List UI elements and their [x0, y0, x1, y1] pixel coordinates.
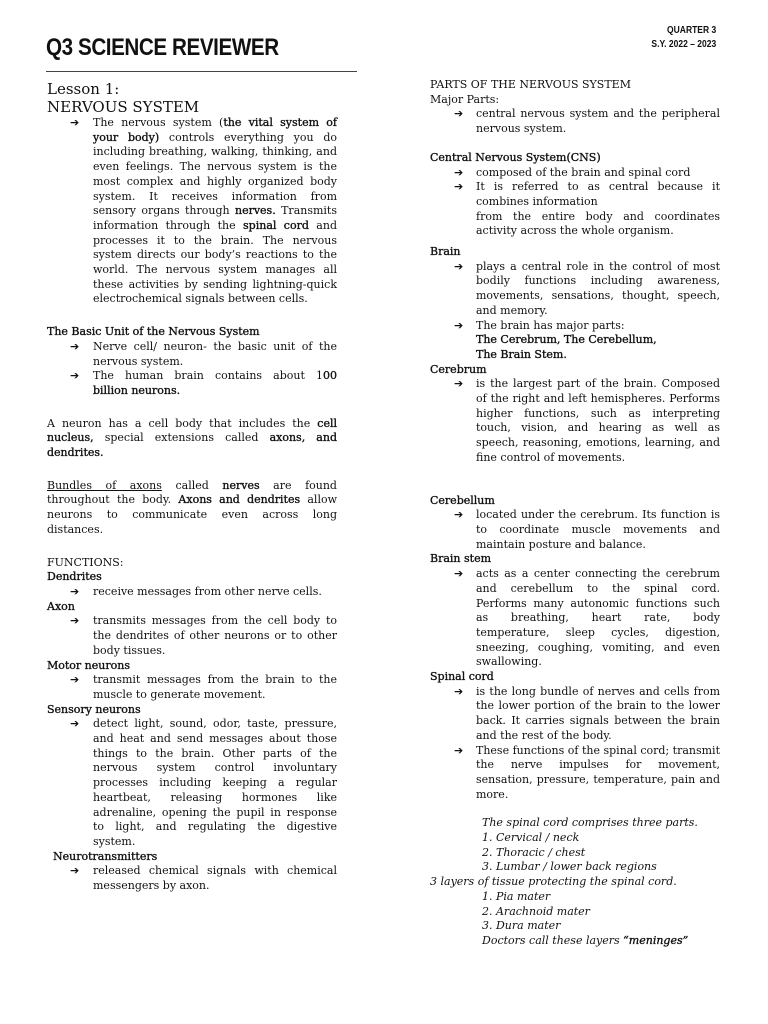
spinal-parts-intro: The spinal cord comprises three parts.: [482, 816, 698, 830]
major-parts-label: Major Parts:: [430, 92, 500, 106]
brain-parts-line-2: The Brain Stem.: [476, 347, 567, 361]
neuron-text-d: axons, and dendrites.: [47, 431, 337, 460]
dendrites-list: [47, 585, 337, 600]
page-title: Q3 SCIENCE REVIEWER: [46, 34, 279, 61]
intro-text-g: and processes it to the brain. The nervous system directs our body’s reactions to the world. The nervous system manages all these activities by sending lightning-quick electrochemical signals between cells.: [93, 218, 337, 306]
intro-text-f: spinal cord: [243, 218, 309, 232]
bundles-text-c: nerves: [222, 478, 260, 492]
intro-text-a: The nervous system (: [93, 116, 224, 129]
axon-heading: Axon: [47, 599, 75, 613]
layer-3: 3. Dura mater: [482, 919, 561, 933]
spinal-part-3: 3. Lumbar / lower back regions: [482, 860, 657, 874]
intro-item: [93, 116, 337, 307]
cerebellum-list: [430, 508, 720, 552]
bundles-text-f: allow neurons to communicate even across long distances.: [47, 493, 337, 536]
spinal-part-2: 2. Thoracic / chest: [482, 845, 586, 859]
header-meta: [651, 24, 716, 52]
layer-1: 1. Pia mater: [482, 889, 551, 903]
brain-item: ➔ The brain has major parts:: [476, 319, 720, 334]
cns-continuation: from the entire body and coordinates activity across the whole organism.: [476, 209, 720, 238]
motor-neurons-item: ➔ transmit messages from the brain to the muscle to generate movement.: [93, 673, 337, 702]
basic-unit-item: ➔ Nerve cell/ neuron- the basic unit of the nervous system.: [93, 340, 337, 369]
spinal-part-1: 1. Cervical / neck: [482, 831, 580, 845]
major-parts-item: ➔ central nervous system and the peripheral nervous system.: [476, 107, 720, 136]
spinal-cord-heading: Spinal cord: [430, 670, 494, 684]
sensory-neurons-item: ➔ detect light, sound, odor, taste, pressure, and heat and send messages about those things to the brain. Other parts of the nervous system control involuntary processes including keeping a regular heartbeat, releasing hormones like adrenaline, opening the pupil in response to light, and regulating the digestive system.: [93, 717, 337, 849]
brain-heading: Brain: [430, 245, 461, 259]
cerebellum-item: ➔ located under the cerebrum. Its function is to coordinate muscle movements and maintain posture and balance.: [476, 508, 720, 552]
quarter-label: QUARTER 3: [666, 25, 716, 36]
lesson-label: Lesson 1:: [47, 80, 120, 98]
neurotransmitters-list: [47, 864, 337, 893]
meninges-line: [430, 934, 720, 949]
brain-list: [430, 260, 720, 334]
cns-item: ➔ It is referred to as central because it combines information: [476, 180, 720, 209]
major-parts-list: [430, 107, 720, 136]
meninges-term: “meninges”: [623, 933, 689, 947]
layers-intro: 3 layers of tissue protecting the spinal cord.: [430, 875, 677, 889]
layer-2: 2. Arachnoid mater: [482, 904, 590, 918]
neuron-text-b: cell nucleus,: [47, 416, 337, 445]
bundles-paragraph: [47, 479, 337, 538]
intro-text-b: the vital system of your body): [93, 116, 338, 144]
intro-text-e: Transmits information through the: [93, 204, 337, 232]
neuron-paragraph: [47, 417, 337, 461]
cerebellum-heading: Cerebellum: [430, 493, 495, 507]
spinal-cord-item: ➔ These functions of the spinal cord; transmit the nerve impulses for movement, sensation, pressure, temperature, pain and more.: [476, 744, 720, 803]
cerebrum-item: ➔ is the largest part of the brain. Composed of the right and left hemispheres. Performs higher functions, such as interpreting touch, vision, and hearing as well as speech, reasoning, emotions, learning, and fine control of movements.: [476, 377, 720, 465]
bundles-text-a: Bundles of axons: [47, 478, 162, 492]
bundles-text-e: Axons and dendrites: [178, 493, 301, 507]
basic-unit-item2-b: 00 billion neurons.: [93, 369, 337, 397]
neuron-text-a: A neuron has a cell body that includes the: [47, 416, 318, 430]
axon-item: ➔ transmits messages from the cell body to the dendrites of other neurons or to other body tissues.: [93, 614, 337, 658]
cns-list: [430, 166, 720, 210]
cns-heading: Central Nervous System(CNS): [430, 150, 601, 164]
brain-stem-item: ➔ acts as a center connecting the cerebrum and cerebellum to the spinal cord. Performs many autonomic functions such as breathing, heart rate, body temperature, sleep cycles, digestion, sneezing, coughing, vomiting, and even swallowing.: [476, 567, 720, 670]
intro-text-d: nerves.: [234, 204, 276, 218]
basic-unit-heading: The Basic Unit of the Nervous System: [47, 325, 260, 339]
spinal-cord-list: [430, 685, 720, 803]
motor-neurons-list: [47, 673, 337, 702]
sensory-neurons-heading: Sensory neurons: [47, 702, 141, 716]
intro-text-c: controls everything you do including breathing, walking, thinking, and even feelings. The nervous system is the most complex and highly organized body system. It receives information from sensory organs through: [93, 130, 338, 218]
dendrites-item: ➔ receive messages from other nerve cells.: [93, 585, 337, 600]
basic-unit-item: [93, 369, 337, 398]
motor-neurons-heading: Motor neurons: [47, 658, 130, 672]
brain-stem-heading: Brain stem: [430, 552, 492, 566]
neuron-text-c: special extensions called: [93, 431, 270, 445]
left-column: [47, 80, 337, 894]
neurotransmitters-item: ➔ released chemical signals with chemical messengers by axon.: [93, 864, 337, 893]
cerebrum-list: [430, 377, 720, 465]
sensory-neurons-list: [47, 717, 337, 849]
cns-item: ➔ composed of the brain and spinal cord: [476, 166, 720, 181]
intro-list: [47, 116, 337, 307]
school-year-label: S.Y. 2022 – 2023: [651, 39, 716, 50]
brain-parts-line-1: The Cerebrum, The Cerebellum,: [476, 333, 657, 347]
bundles-text-b: called: [161, 478, 223, 492]
basic-unit-list: [47, 340, 337, 399]
parts-heading: PARTS OF THE NERVOUS SYSTEM: [430, 78, 631, 91]
bundles-text-d: are found throughout the body.: [47, 478, 337, 507]
title-underline: [46, 71, 357, 72]
functions-heading: FUNCTIONS:: [47, 555, 124, 569]
cerebrum-heading: Cerebrum: [430, 362, 487, 376]
neurotransmitters-heading: Neurotransmitters: [53, 849, 158, 863]
meninges-text-a: Doctors call these layers: [482, 933, 624, 947]
dendrites-heading: Dendrites: [47, 570, 102, 584]
lesson-topic: NERVOUS SYSTEM: [47, 98, 200, 116]
right-column: [430, 78, 720, 949]
spinal-cord-item: ➔ is the long bundle of nerves and cells from the lower portion of the brain to the lower back. It carries signals between the brain and the rest of the body.: [476, 685, 720, 744]
brain-item: ➔ plays a central role in the control of most bodily functions including awareness, movements, sensations, thought, speech, and memory.: [476, 260, 720, 319]
basic-unit-item2-a: The human brain contains about 1: [93, 369, 323, 383]
brain-stem-list: [430, 567, 720, 670]
axon-list: [47, 614, 337, 658]
